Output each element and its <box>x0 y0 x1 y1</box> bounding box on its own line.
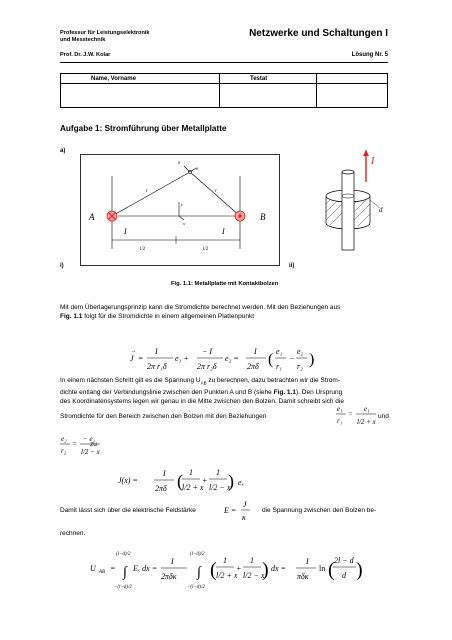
label-e2: e <box>178 161 181 166</box>
svg-text:e₂: e₂ <box>61 435 67 443</box>
svg-text:(: ( <box>210 559 217 581</box>
svg-text:→: → <box>130 348 137 354</box>
svg-text:− I: − I <box>202 347 213 356</box>
svg-text:l/2 + x: l/2 + x <box>216 571 238 580</box>
name-testat-table <box>60 73 388 108</box>
svg-text:2l − d: 2l − d <box>334 556 354 565</box>
svg-text:dx =: dx = <box>271 564 286 573</box>
svg-text:∫: ∫ <box>197 565 201 580</box>
label-a: A <box>89 212 95 222</box>
label-d: d <box>379 206 383 214</box>
svg-text:l/2 + x: l/2 + x <box>182 483 204 492</box>
svg-text:2πδ: 2πδ <box>247 362 259 371</box>
svg-text:I: I <box>306 557 309 566</box>
svg-text:− e₁: − e₁ <box>83 435 96 443</box>
label-r1: r <box>146 189 148 194</box>
figure-caption: Fig. 1.1: Metallplatte mit Kontaktbolzen <box>171 281 279 287</box>
svg-text:): ) <box>262 559 269 581</box>
und-word: und <box>378 413 389 420</box>
svg-text:): ) <box>309 351 315 368</box>
svg-text:l/2 − x: l/2 − x <box>81 448 100 456</box>
svg-text:U: U <box>90 564 96 573</box>
svg-text:1: 1 <box>189 468 193 477</box>
svg-text:(: ( <box>328 559 335 581</box>
task-heading: Aufgabe 1: Stromführung über Metallplatte <box>60 124 227 133</box>
institute-line-2: und Messtechnik <box>60 37 106 43</box>
svg-text:I: I <box>155 347 158 356</box>
svg-text:e₁: e₁ <box>276 347 283 356</box>
svg-text:I: I <box>254 347 257 356</box>
svg-text:r₂: r₂ <box>297 362 303 371</box>
svg-text:(l−d)/2: (l−d)/2 <box>190 552 205 557</box>
svg-text:−: − <box>289 354 295 363</box>
svg-text:e₂: e₂ <box>297 347 304 356</box>
svg-text:Eₓ dx =: Eₓ dx = <box>133 564 158 573</box>
zu-word: zu <box>90 441 97 448</box>
plate-figure <box>80 154 280 266</box>
header-rule <box>60 62 388 63</box>
svg-text:(: ( <box>177 471 183 491</box>
label-b: B <box>260 212 266 222</box>
blank-cell <box>317 84 388 108</box>
svg-text:+: + <box>202 476 208 485</box>
svg-text:I: I <box>163 469 166 478</box>
paragraph-2: In einem nächsten Schritt gilt es die Spannung $U_{AB}$ zu berechnen, dazu betrachten wir die Strom- dichte entlang der Verbindungslinie zwischen den Punkten A und B (siehe Fig. 1.1). Den Ursprung des Koordinatensystems legen wir genau in die Mitte zwischen den Bolzen. Damit schreibt sich die <box>60 377 344 406</box>
label-i-right: I <box>222 227 225 236</box>
svg-text:(: ( <box>268 351 274 368</box>
label-i-3d: I <box>371 156 375 167</box>
blank-cell <box>317 74 388 84</box>
bolt-3d-figure <box>318 150 388 255</box>
svg-text:r₂: r₂ <box>61 447 67 455</box>
paragraph-1: Mit dem Überlagerungsprinzip kann die Stromdichte berechnet werden. Mit den Beziehungen aus Fig. 1.1 folgt für die Stromdichte in einem allgemeinen Plattenpunkt <box>60 304 341 321</box>
svg-text:=: = <box>348 410 353 418</box>
svg-text:eₓ: eₓ <box>238 478 244 487</box>
svg-text:=: = <box>110 564 116 573</box>
svg-text:πδκ: πδκ <box>297 572 309 581</box>
svg-text:l/2 + x: l/2 + x <box>357 418 376 426</box>
svg-text:E =: E = <box>224 506 237 515</box>
svg-text:−(l−d)/2: −(l−d)/2 <box>187 585 205 590</box>
testat-label: Testat <box>220 74 317 84</box>
label-r2: r <box>215 189 217 194</box>
svg-text:r₁: r₁ <box>276 362 282 371</box>
svg-text:κ: κ <box>242 513 246 522</box>
svg-text:=: = <box>72 440 77 448</box>
svg-text:2πδκ: 2πδκ <box>161 572 177 581</box>
testat-field[interactable] <box>220 84 317 108</box>
svg-text:r₁: r₁ <box>337 417 343 425</box>
dim-left: l/2 <box>140 247 146 252</box>
svg-text:+: + <box>236 564 242 573</box>
equation-e1-relation <box>336 402 376 432</box>
svg-text:e₁: e₁ <box>364 405 370 413</box>
part-ii-label: ii) <box>289 263 295 269</box>
plate-outline <box>81 155 280 266</box>
svg-text:2π r₂δ: 2π r₂δ <box>197 362 217 371</box>
svg-text:J(x) =: J(x) = <box>118 476 138 485</box>
paragraph-3: Stromdichte für den Bereich zwischen den Bolzen mit den Beziehungen <box>60 413 267 420</box>
svg-text:I: I <box>171 557 174 566</box>
part-a-label: a) <box>60 148 66 154</box>
paragraph-4: Damit lässt sich über die elektrische Feldstärke <box>60 507 196 514</box>
svg-text:∫: ∫ <box>123 565 127 580</box>
label-y: y <box>181 202 183 207</box>
svg-text:2π r₁δ: 2π r₁δ <box>147 362 167 371</box>
label-i-left: I <box>124 227 127 236</box>
svg-text:e₁: e₁ <box>337 405 343 413</box>
svg-text:−(l−d)/2: −(l−d)/2 <box>114 585 132 590</box>
paragraph-5: rechnen. <box>60 530 86 537</box>
label-e1: e <box>196 167 199 172</box>
svg-text:ln: ln <box>319 564 326 573</box>
svg-text:(l−d)/2: (l−d)/2 <box>116 552 131 557</box>
svg-text:J: J <box>130 354 134 363</box>
label-x: x <box>183 221 185 226</box>
svg-text:): ) <box>356 559 363 581</box>
course-title: Netzwerke und Schaltungen I <box>249 28 388 39</box>
svg-text:d: d <box>342 571 346 580</box>
svg-text:e₁ +: e₁ + <box>175 354 189 363</box>
svg-text:l/2 − x: l/2 − x <box>243 571 265 580</box>
svg-text:l/2 − x: l/2 − x <box>209 483 231 492</box>
equation-uab <box>90 546 390 592</box>
svg-text:1: 1 <box>216 468 220 477</box>
svg-text:1: 1 <box>223 556 227 565</box>
svg-text:): ) <box>228 471 234 491</box>
name-label: Name, Vorname <box>61 74 220 84</box>
svg-text:2πδ: 2πδ <box>155 484 167 493</box>
svg-text:J: J <box>243 500 247 509</box>
solution-number: Lösung Nr. 5 <box>351 52 388 58</box>
equation-jx <box>118 462 248 500</box>
institute-line-1: Professur für Leistungselektronik <box>60 30 150 36</box>
name-field[interactable] <box>61 84 220 108</box>
equation-current-density <box>130 340 320 376</box>
svg-text:AB: AB <box>99 570 106 575</box>
svg-text:e₂ =: e₂ = <box>225 354 239 363</box>
equation-e-field <box>224 498 254 524</box>
paragraph-4-rest: die Spannung zwischen den Bolzen be- <box>262 507 377 514</box>
part-i-label: i) <box>60 263 64 269</box>
svg-text:1: 1 <box>250 556 254 565</box>
professor: Prof. Dr. J.W. Kolar <box>60 52 111 58</box>
svg-text:=: = <box>138 354 144 363</box>
dim-right: l/2 <box>203 247 209 252</box>
